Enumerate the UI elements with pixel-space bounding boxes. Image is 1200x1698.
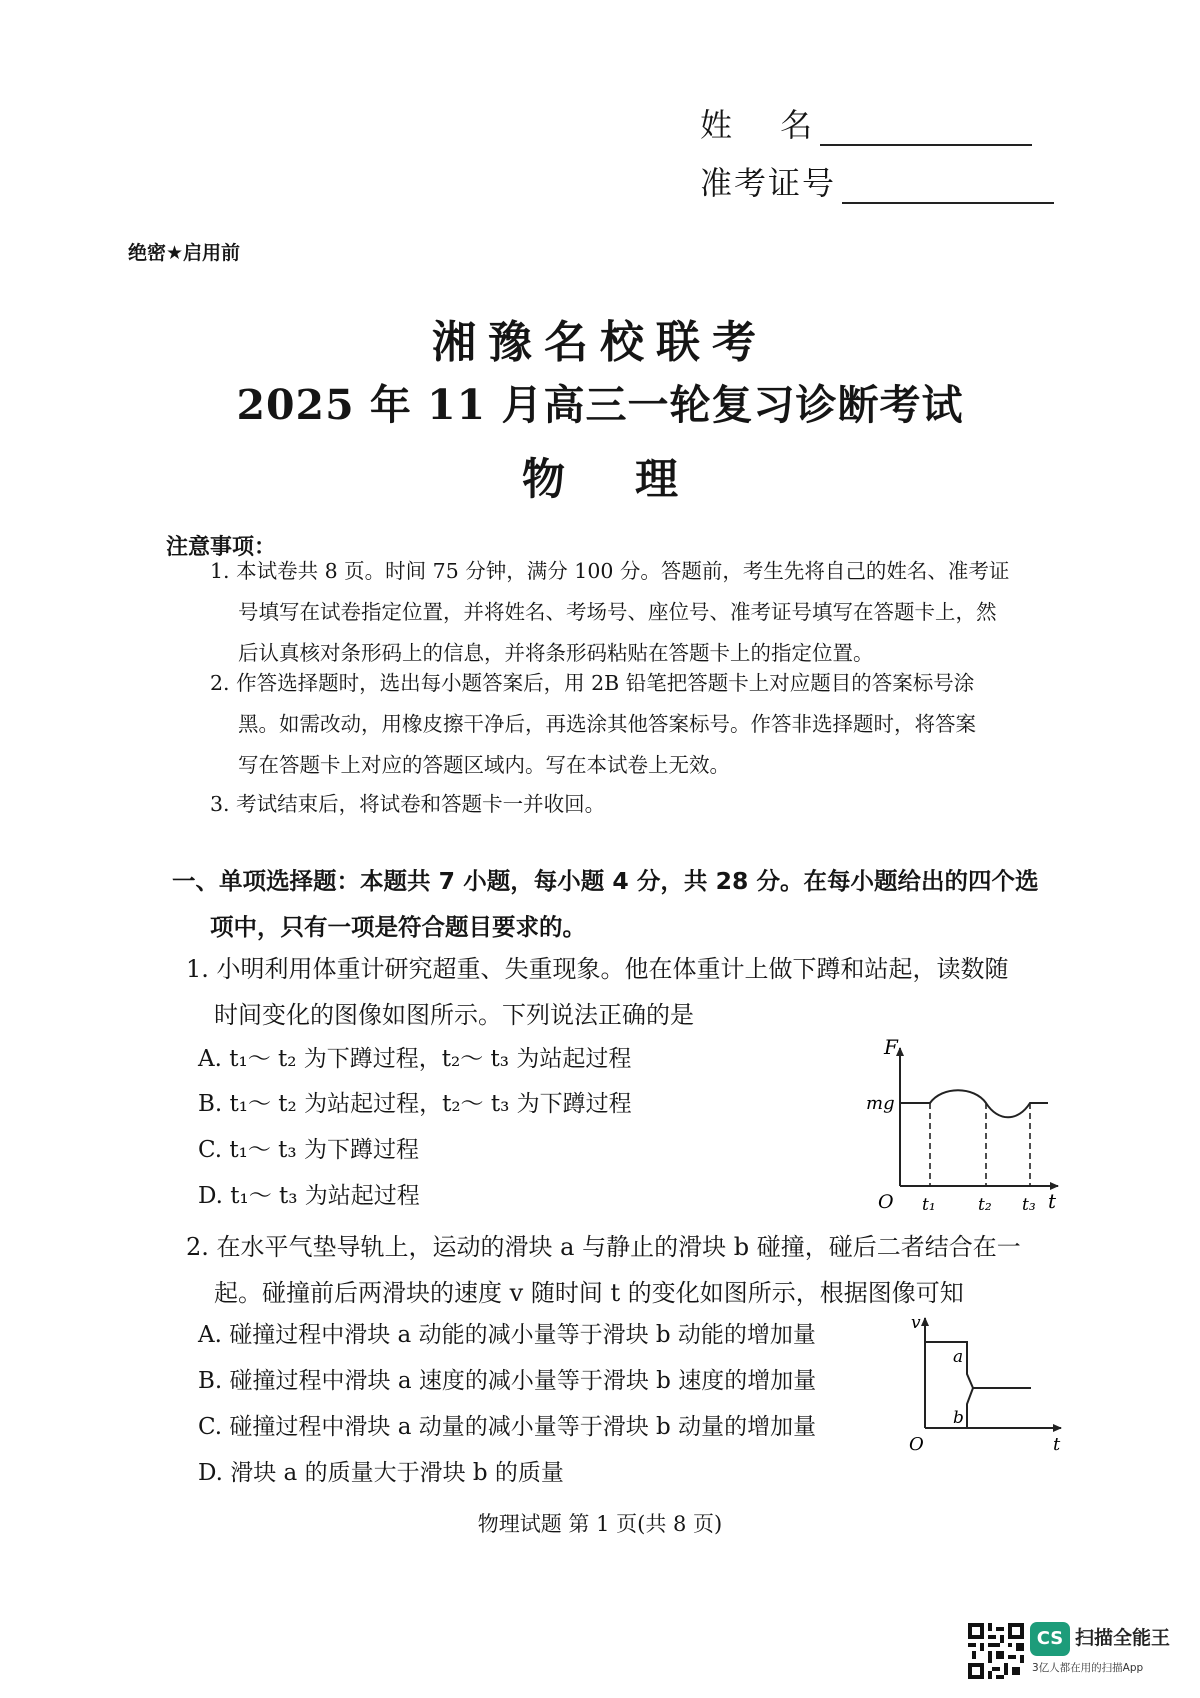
option-text: t₁～ t₂ 为下蹲过程，t₂～ t₃ 为站起过程 [229, 1046, 632, 1072]
option-text: 碰撞过程中滑块 a 动能的减小量等于滑块 b 动能的增加量 [229, 1322, 816, 1348]
notice-line: 黑。如需改动，用橡皮擦干净后，再选涂其他答案标号。作答非选择题时，将答案 [238, 712, 976, 736]
t3-label: t₃ [1022, 1195, 1036, 1215]
question-line: 时间变化的图像如图所示。下列说法正确的是 [214, 1001, 694, 1029]
t1-label: t₁ [922, 1195, 936, 1215]
option-letter: D. [198, 1460, 223, 1486]
exam-union-title: 湘豫名校联考 [432, 317, 768, 368]
origin-label: O [909, 1434, 924, 1455]
option-letter: B. [198, 1368, 223, 1394]
y-axis-label: F [884, 1038, 898, 1059]
question-1-option-d [198, 1177, 420, 1210]
question-line: 2. 在水平气垫导轨上，运动的滑块 a 与静止的滑块 b 碰撞，碰后二者结合在一 [186, 1233, 1021, 1261]
page-footer: 物理试题 第 1 页(共 8 页) [477, 1512, 723, 1536]
question-2-option-a [198, 1316, 816, 1349]
label-a: a [953, 1347, 964, 1367]
exam-id-label: 准考证号 [700, 164, 837, 202]
question-2-option-d [198, 1454, 564, 1487]
question-1-figure [862, 1038, 1062, 1220]
option-text: t₁～ t₃ 为下蹲过程 [229, 1137, 419, 1163]
name-blank [820, 110, 1032, 146]
notice-item-3 [210, 784, 1060, 825]
question-1-option-c [198, 1131, 419, 1164]
notice-item-2 [210, 663, 1060, 786]
x-axis-label: t [1053, 1434, 1061, 1455]
notice-line: 后认真核对条形码上的信息，并将条形码粘贴在答题卡上的指定位置。 [238, 641, 874, 665]
notice-line: 3. 考试结束后，将试卷和答题卡一并收回。 [210, 792, 606, 816]
option-letter: C. [198, 1414, 223, 1440]
t2-label: t₂ [978, 1195, 992, 1215]
force-curve [900, 1090, 1048, 1117]
question-2-stem [186, 1224, 1062, 1316]
mg-label: mg [866, 1093, 895, 1114]
question-1-option-b [198, 1085, 632, 1118]
subject-char-1: 物 [522, 455, 565, 505]
exam-id-blank [842, 168, 1054, 204]
question-2-option-b [198, 1362, 816, 1395]
label-b: b [953, 1408, 964, 1428]
option-letter: C. [198, 1137, 223, 1163]
option-letter: B. [198, 1091, 223, 1117]
question-2-figure [905, 1312, 1065, 1460]
x-axis-label: t [1048, 1189, 1057, 1213]
scanner-slogan: 3亿人都在用的扫描App [1032, 1662, 1144, 1674]
origin-label: O [878, 1191, 894, 1213]
notice-heading: 注意事项： [166, 535, 277, 560]
option-letter: D. [198, 1183, 223, 1209]
name-label: 姓 名 [700, 106, 815, 144]
option-text: 滑块 a 的质量大于滑块 b 的质量 [230, 1460, 564, 1486]
exam-id-field [700, 158, 1054, 204]
question-line: 起。碰撞前后两滑块的速度 v 随时间 t 的变化如图所示，根据图像可知 [214, 1279, 964, 1307]
velocity-line-a [925, 1342, 1031, 1388]
section-heading [172, 858, 1062, 950]
notice-line: 写在答题卡上对应的答题区域内。写在本试卷上无效。 [238, 753, 730, 777]
option-letter: A. [198, 1322, 222, 1348]
notice-line: 1. 本试卷共 8 页。时间 75 分钟，满分 100 分。答题前，考生先将自己的姓名、准考证 [210, 559, 1010, 583]
option-text: t₁～ t₂ 为站起过程，t₂～ t₃ 为下蹲过程 [229, 1091, 632, 1117]
question-2-option-c [198, 1408, 816, 1441]
name-field [700, 100, 1032, 146]
exam-name-title: 2025 年 11 月高三一轮复习诊断考试 [236, 381, 964, 429]
section-heading-line: 项中，只有一项是符合题目要求的。 [210, 913, 586, 941]
option-text: t₁～ t₃ 为站起过程 [230, 1183, 420, 1209]
question-1-option-a [198, 1040, 631, 1073]
scanner-app-name: 扫描全能王 [1075, 1627, 1171, 1649]
subject-title [0, 446, 1200, 507]
notice-line: 2. 作答选择题时，选出每小题答案后，用 2B 铅笔把答题卡上对应题目的答案标号涂 [210, 671, 975, 695]
option-text: 碰撞过程中滑块 a 动量的减小量等于滑块 b 动量的增加量 [229, 1414, 817, 1440]
qr-code-icon [968, 1623, 1024, 1679]
notice-item-1 [210, 551, 1060, 674]
option-letter: A. [198, 1046, 222, 1072]
section-heading-line: 一、单项选择题：本题共 7 小题，每小题 4 分，共 28 分。在每小题给出的四个选 [172, 867, 1039, 895]
option-text: 碰撞过程中滑块 a 速度的减小量等于滑块 b 速度的增加量 [229, 1368, 817, 1394]
subject-char-2: 理 [635, 455, 678, 505]
question-1-stem [186, 946, 1062, 1038]
notice-line: 号填写在试卷指定位置，并将姓名、考场号、座位号、准考证号填写在答题卡上，然 [238, 600, 997, 624]
scanner-logo: CS [1030, 1622, 1070, 1656]
velocity-line-b [967, 1388, 973, 1428]
y-axis-label: v [911, 1313, 921, 1333]
confidential-mark: 绝密★启用前 [128, 242, 241, 264]
question-line: 1. 小明利用体重计研究超重、失重现象。他在体重计上做下蹲和站起，读数随 [186, 955, 1009, 983]
